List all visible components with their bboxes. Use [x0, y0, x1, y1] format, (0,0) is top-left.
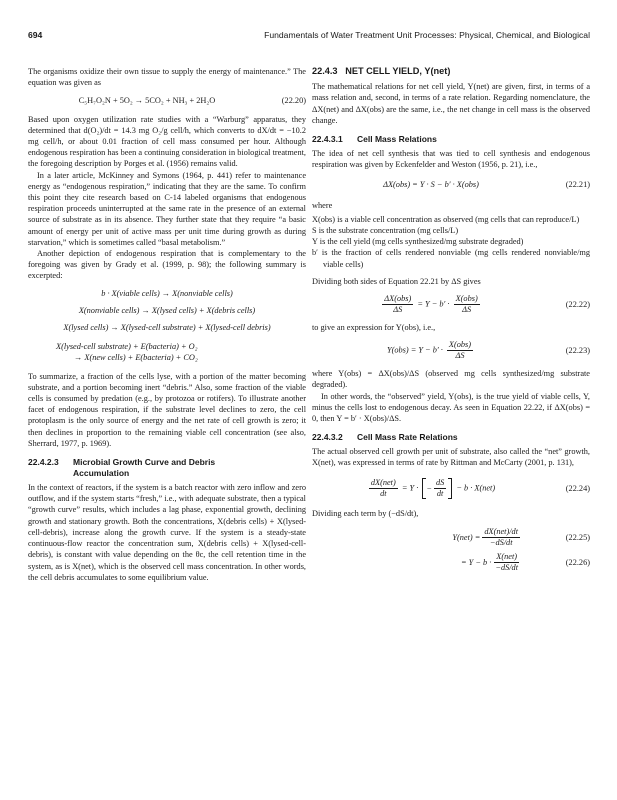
denominator: ΔS	[393, 305, 403, 315]
bracket-group	[422, 478, 452, 499]
denominator: dt	[380, 488, 387, 498]
running-title: Fundamentals of Water Treatment Unit Processes: Physical, Chemical, and Biological	[264, 30, 590, 40]
equation-tail: − b · X(net)	[456, 483, 496, 493]
paragraph: Another depiction of endogenous respiration that is complementary to the foregoing was given by Grady et al. (1999, p. 98); the following summary is excerpted:	[28, 249, 306, 281]
fraction	[493, 552, 520, 573]
paragraph: The idea of net cell synthesis that was tied to cell synthesis and endogenous respiration was given by Eckenfelder and Weston (1956, p. 21), i.e.,	[312, 149, 590, 170]
section-heading-22-4-3	[312, 66, 590, 77]
fraction	[382, 294, 413, 315]
numerator: ΔX(obs)	[384, 294, 412, 304]
numerator: dX(net)	[370, 477, 396, 487]
reaction-4b: → X(new cells) + E(bacteria) + CO₂	[74, 352, 198, 362]
paragraph: to give an expression for Y(obs), i.e.,	[312, 323, 436, 333]
equation-number: (22.22)	[565, 299, 590, 309]
definition-item: X(obs) is a viable cell concentration as observed (mg cells that can reproduce/L)	[312, 214, 580, 224]
equation-number: (22.25)	[565, 532, 590, 542]
section-number: 22.4.2.3	[28, 457, 59, 468]
equation-number: (22.26)	[565, 557, 590, 567]
equation-number: (22.21)	[565, 180, 590, 190]
equation-22-20	[28, 95, 306, 106]
paragraph: In a later article, McKinney and Symons (1964, p. 441) refer to maintenance energy as “endogenous respiration,” indicating that they are the same. To confirm this point they cite research based on C-14 labeled organisms that endogenous respiration proceeds uninterrupted at the same rate in the presence of an external source of substrate as in its absence. They further state that they require “a basic amount of energy per unit of active mass per unit time during growth as during starvation,” which is sometimes called “basal metabolism.”	[28, 170, 306, 247]
equation-body: ΔX(obs) = Y · S − b′ · X(obs)	[383, 180, 479, 190]
paragraph: Dividing both sides of Equation 22.21 by ΔS gives	[312, 276, 481, 286]
fraction	[369, 478, 398, 499]
paragraph: The actual observed cell growth per unit of substrate, also called the “net” growth, X(net), was expressed in terms of rate by Rittman and McCarty (2001, p. 131),	[312, 447, 590, 468]
equation-22-23	[312, 340, 590, 361]
equation-number: (22.23)	[565, 346, 590, 356]
equation-rows	[312, 527, 590, 577]
page-number: 694	[28, 30, 43, 40]
equation-22-24	[312, 478, 590, 499]
reaction-1: b · X(viable cells) → X(nonviable cells)	[101, 288, 233, 298]
denominator: −dS/dt	[495, 562, 518, 572]
paragraph: In other words, the “observed” yield, Y(obs), is the true yield of viable cells, Y, minus the cells lost to endogenous decay. As seen in Equation 22.22, if ΔX(obs) = 0, then Y = b′ · X(obs)/ΔS.	[312, 391, 590, 424]
numerator: dX(net)/dt	[484, 526, 518, 536]
paragraph: Dividing each term by (−dS/dt),	[312, 508, 419, 518]
numerator: X(obs)	[448, 340, 472, 350]
right-column	[312, 66, 590, 585]
section-heading-22-4-3-1	[312, 134, 590, 145]
equation-body	[312, 340, 550, 361]
reaction-3: X(lysed cells) → X(lysed-cell substrate) + X(lysed-cell debris)	[63, 322, 271, 332]
section-number: 22.4.3	[312, 66, 338, 76]
denominator: ΔS	[455, 351, 465, 361]
fraction	[454, 294, 480, 315]
paragraph: where Y(obs) = ΔX(obs)/ΔS (observed mg cells synthesized/mg substrate degraded).	[312, 369, 590, 390]
definition-item: b′ is the fraction of cells rendered nonviable (mg cells rendered nonviable/mg viable cells)	[312, 248, 590, 269]
equation-lhs: Y(net) =	[452, 532, 481, 542]
equation-22-25	[312, 527, 590, 548]
paragraph: To summarize, a fraction of the cells lyse, with a portion of the matter becoming substrate, and a portion becoming inert “debris.” Also, some fraction of the viable cells is consumed by predation (e.g., by protozoa or rotifers). To illustrate another facet of endogenous respiration, if the substrate level declines to zero, the cell protoplasm is the only source of energy and the net rate of cell growth is zero; it then declines in proportion to the remaining viable cell concentration (see also, Sherrard, 1977, p. 1969).	[28, 371, 306, 448]
left-column	[28, 66, 306, 583]
minus-sign: −	[426, 483, 432, 493]
equation-lhs: = Y − b ·	[461, 557, 492, 567]
equation-lhs: Y(obs) = Y − b′ ·	[386, 345, 443, 355]
equation-22-22	[312, 294, 590, 315]
equation-body	[312, 294, 550, 315]
fraction	[434, 478, 446, 499]
equation-body	[312, 527, 550, 548]
fraction	[447, 340, 473, 361]
section-number: 22.4.3.2	[312, 432, 343, 443]
section-title-cont: Accumulation	[73, 468, 130, 479]
numerator: X(net)	[496, 551, 518, 561]
definition-item: S is the substrate concentration (mg cells/L)	[312, 226, 459, 236]
equation-22-26	[312, 552, 590, 573]
denominator: ΔS	[462, 305, 472, 315]
equation-number: (22.24)	[565, 483, 590, 493]
reaction-scheme	[28, 288, 306, 363]
definition-list	[312, 214, 590, 270]
equation-body: C₅H₇O₂N + 5O₂ → 5CO₂ + NH₃ + 2H₂O	[78, 96, 216, 106]
section-heading-22-4-3-2	[312, 432, 590, 443]
section-title: Microbial Growth Curve and Debris	[73, 457, 216, 468]
paragraph: Based upon oxygen utilization rate studies with a “Warburg” apparatus, they determined that d(O₂)/dt = 14.3 mg O₂/g cell/h, which converts to dX/dt = −10.2 mg cell/h, or about 0.01 fraction of cell mass consumed per hour. Although endogenous respiration has been a continuing consideration in biological treatment, the foregoing description by Porges et al. (1956) remains valid.	[28, 114, 306, 169]
running-header	[28, 30, 590, 44]
paragraph: The mathematical relations for net cell yield, Y(net) are given, first, in terms of a mass relation and, second, in terms of a rate relation. Regarding nomenclature, the ΔX(net) and ΔX(obs) are the same, i.e., the net change in cell mass is the observed change.	[312, 82, 590, 125]
equation-body	[312, 478, 550, 499]
equation-body	[312, 552, 550, 573]
reaction-2: X(nonviable cells) → X(lysed cells) + X(debris cells)	[78, 305, 256, 315]
paragraph: In the context of reactors, if the system is a batch reactor with zero inflow and zero outflow, and if the system starts “fresh,” i.e., with adequate substrate, then a typical “growth curve” results, which includes a lag phase, exponential growth, declining growth and stationary growth. Both the concentrations, X(debris cells) + X(lysed-cell-debris), increase along the growth curve. If the system is a steady-state continuous-flow reactor the concentration sum, X(debris cells) + X(lysed-cell-debris), is constant with value depending on the θc, the cell retention time in the system, as is X(net), which is the observed cell mass concentration. In other words, the cell debris accumulates to some equilibrium value.	[28, 483, 306, 582]
reaction-4a: X(lysed-cell substrate) + E(bacteria) + O₂	[56, 341, 198, 351]
equation-22-21	[312, 179, 590, 190]
numerator: dS	[435, 477, 445, 487]
equation-eq: = Y ·	[401, 483, 419, 493]
equation-group-22-25-22-26	[312, 527, 590, 577]
section-title: Cell Mass Rate Relations	[357, 432, 458, 443]
fraction	[482, 527, 520, 548]
numerator: X(obs)	[455, 294, 478, 304]
paragraph: The organisms oxidize their own tissue to supply the energy of maintenance.” The equation was given as	[28, 67, 306, 88]
denominator: −dS/dt	[489, 537, 513, 547]
denominator: dt	[436, 488, 444, 498]
equation-number: (22.20)	[281, 96, 306, 106]
equation-mid: = Y − b′ ·	[417, 299, 450, 309]
section-number: 22.4.3.1	[312, 134, 343, 145]
section-title: NET CELL YIELD, Y(net)	[345, 66, 451, 76]
where-label: where	[312, 200, 333, 210]
section-title: Cell Mass Relations	[357, 134, 437, 145]
definition-item: Y is the cell yield (mg cells synthesized/mg substrate degraded)	[312, 237, 524, 247]
section-heading-22-4-2-3	[28, 457, 306, 479]
